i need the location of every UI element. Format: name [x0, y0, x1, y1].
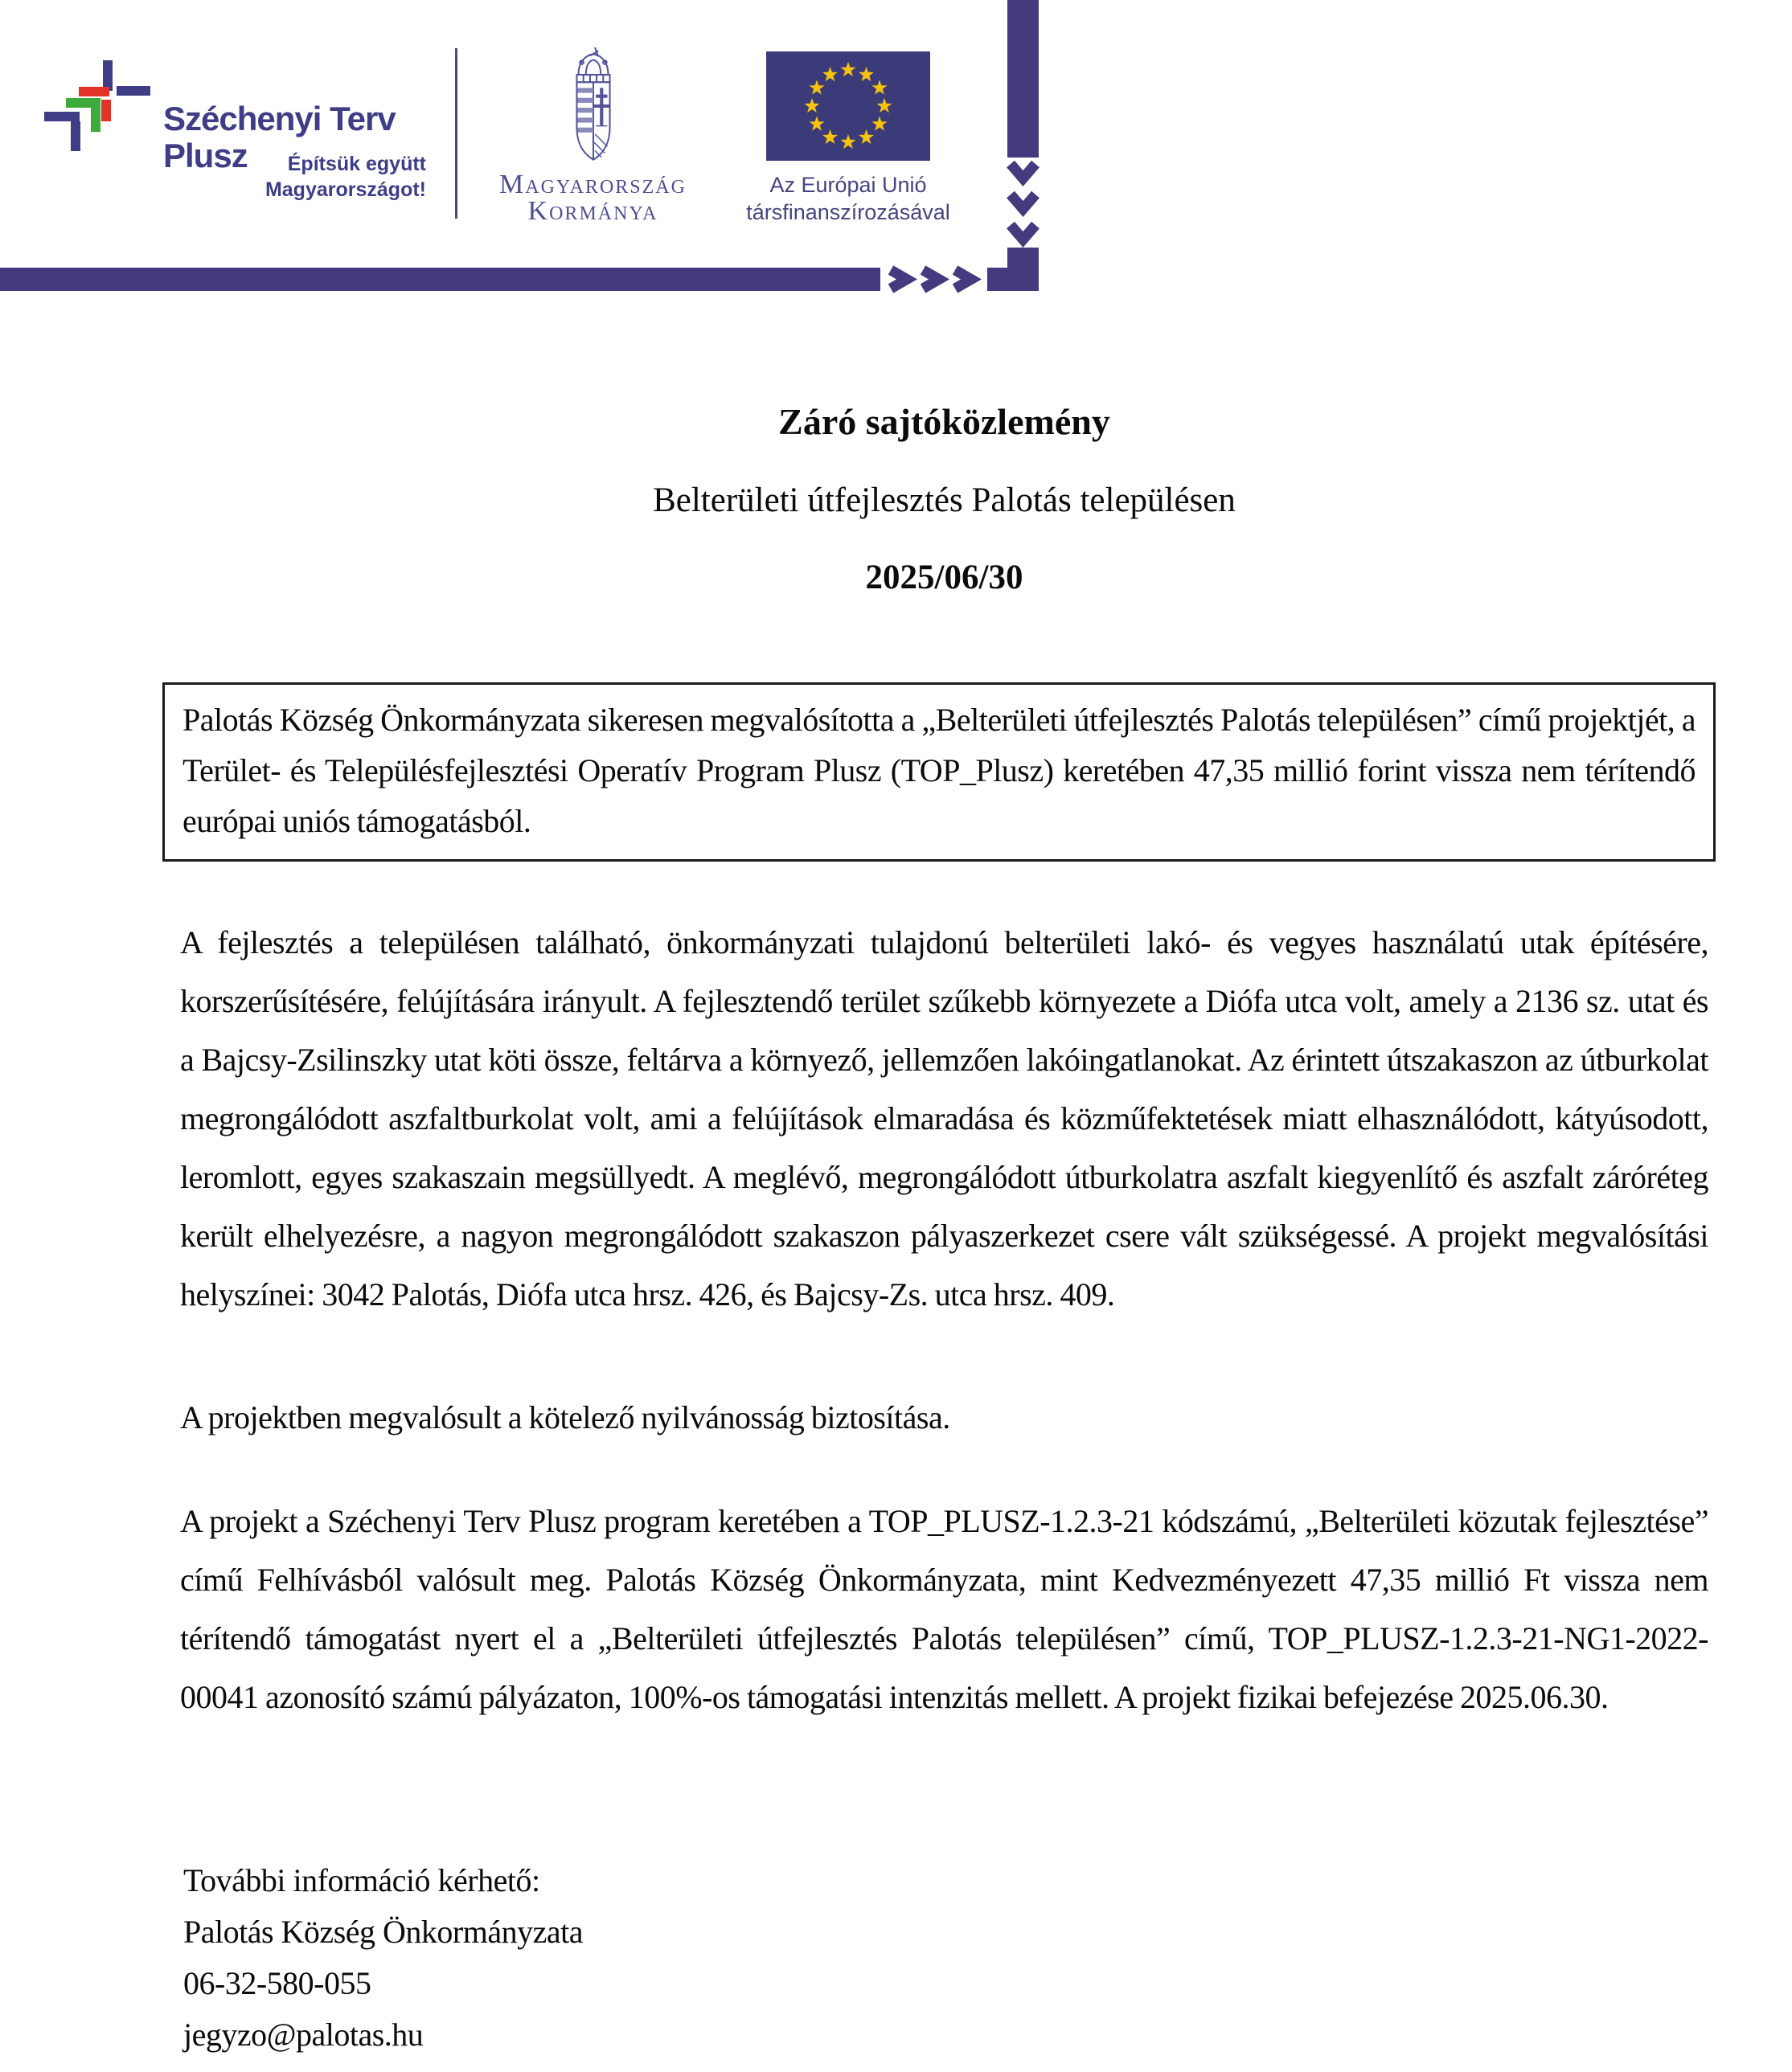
lead-paragraph-box: [162, 682, 1716, 862]
hungary-coat-of-arms-icon: [552, 45, 635, 167]
government-name-line2: Kormánya: [527, 196, 658, 226]
lead-paragraph: Palotás Község Önkormányzata sikeresen megvalósította a „Belterületi útfejlesztés Palotás településen” című projektjét, a Terület- és Településfejlesztési Operatív Program Plusz (TOP_Plusz) keretében 47,35 millió forint vissza nem térítendő európai uniós támogatásból.: [182, 702, 1696, 839]
contact-heading: További információ kérhető:: [183, 1862, 540, 1898]
header-divider: [455, 48, 457, 219]
contact-phone: 06-32-580-055: [183, 1965, 371, 2001]
szechenyi-terv-plusz-logo: [39, 56, 441, 217]
page-title: Záró sajtóközlemény: [778, 401, 1110, 442]
document-date: 2025/06/30: [865, 559, 1023, 596]
government-name-line1: Magyarország: [499, 170, 687, 199]
eu-flag-icon: [766, 51, 930, 161]
contact-organization: Palotás Község Önkormányzata: [183, 1914, 583, 1950]
body-paragraph-2: A projektben megvalósult a kötelező nyilvánosság biztosítása.: [180, 1399, 950, 1435]
project-subtitle: Belterületi útfejlesztés Palotás településen: [653, 481, 1236, 519]
szechenyi-logo-title-line1: Széchenyi Terv: [163, 100, 396, 137]
szechenyi-logo-tagline-line2: Magyarországot!: [264, 178, 426, 201]
szechenyi-logo-tagline-line1: Építsük együtt: [287, 153, 426, 175]
contact-block: [183, 1855, 583, 2061]
hungary-government-logo: [494, 45, 691, 224]
body-paragraph-3: A projekt a Széchenyi Terv Plusz program keretében a TOP_PLUSZ-1.2.3-21 kódszámú, „Belterületi közutak fejlesztése” című Felhívásból valósult meg. Palotás Község Önkormányzata, mint Kedvezményezett 47,35 millió Ft vissza nem térítendő támogatást nyert el a „Belterületi útfejlesztés Palotás településen” című, TOP_PLUSZ-1.2.3-21-NG1-2022-00041 azonosító számú pályázaton, 100%-os támogatási intenzitás mellett. A projekt fizikai befejezése 2025.06.30.: [180, 1503, 1708, 1715]
eu-cofunding-logo: [728, 51, 969, 226]
szechenyi-plus-icon: [39, 56, 159, 157]
contact-email: jegyzo@palotas.hu: [183, 2017, 424, 2053]
eu-cofunding-line2: társfinanszírozásával: [746, 200, 950, 224]
szechenyi-logo-title-line2: Plusz: [163, 137, 248, 174]
eu-cofunding-line1: Az Európai Unió: [769, 173, 927, 197]
body-paragraph-1: A fejlesztés a településen található, önkormányzati tulajdonú belterületi lakó- és vegyes használatú utak építésére, korszerűsítésére, felújítására irányult. A fejlesztendő terület szűkebb környezete a Diófa utca volt, amely a 2136 sz. utat és a Bajcsy-Zsilinszky utat köti össze, feltárva a környező, jellemzően lakóingatlanokat. Az érintett útszakaszon az útburkolat megrongálódott aszfaltburkolat volt, ami a felújítások elmaradása és közműfektetések miatt elhasználódott, kátyúsodott, leromlott, egyes szakaszain megsüllyedt. A meglévő, megrongálódott útburkolatra aszfalt kiegyenlítő és aszfalt záróréteg került elhelyezésre, a nagyon megrongálódott szakaszon pályaszerkezet csere vált szükségessé. A projekt megvalósítási helyszínei: 3042 Palotás, Diófa utca hrsz. 426, és Bajcsy-Zs. utca hrsz. 409.: [180, 924, 1708, 1312]
